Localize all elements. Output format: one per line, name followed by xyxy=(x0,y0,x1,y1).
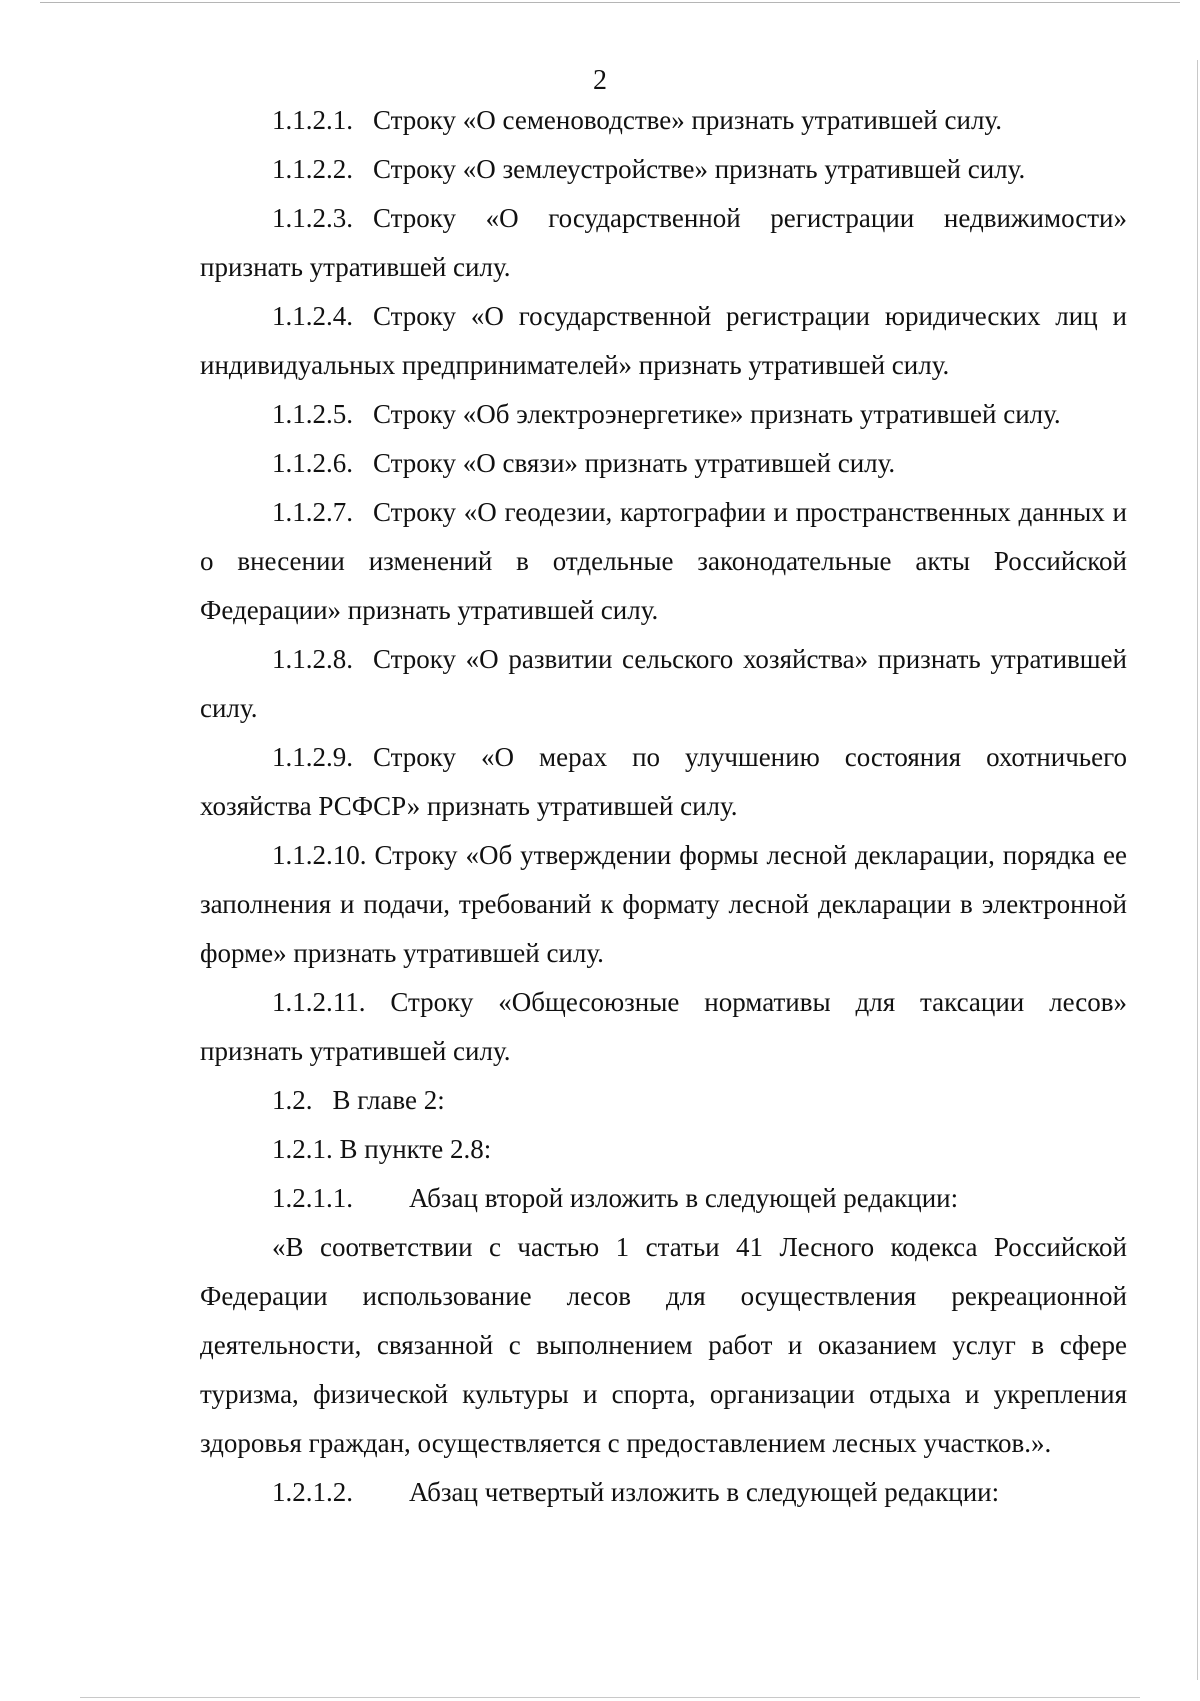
paragraph-number: 1.2. xyxy=(272,1085,313,1115)
paragraph-text: Строку «О государственной регистрации недвижимости» признать утратившей силу. xyxy=(200,203,1127,282)
paragraph-text: «В соответствии с частью 1 статьи 41 Лесного кодекса Российской Федерации использование лесов для осуществления рекреационной деятельности, связанной с выполнением работ и оказанием услуг в сфере туризма, физической культуры и спорта, организации отдыха и укрепления здоровья граждан, осуществляется с предоставлением лесных участков.». xyxy=(200,1232,1127,1458)
paragraph-text: Абзац четвертый изложить в следующей редакции: xyxy=(409,1477,1000,1507)
paragraph-number: 1.1.2.2. xyxy=(272,154,353,184)
paragraph-1-1-2-3 xyxy=(200,194,1127,292)
paragraph-text: Строку «О геодезии, картографии и пространственных данных и о внесении изменений в отдельные законодательные акты Российской Федерации» признать утратившей силу. xyxy=(200,497,1127,625)
page-number: 2 xyxy=(593,65,607,96)
paragraph-text: Абзац второй изложить в следующей редакции: xyxy=(409,1183,959,1213)
scan-edge-right xyxy=(1197,60,1198,1680)
paragraph-text: В главе 2: xyxy=(332,1085,445,1115)
paragraph-1-1-2-8 xyxy=(200,635,1127,733)
paragraph-number: 1.1.2.11. xyxy=(272,987,366,1017)
paragraph-1-1-2-9 xyxy=(200,733,1127,831)
paragraph-text: Строку «О землеустройстве» признать утратившей силу. xyxy=(373,154,1026,184)
scan-edge-bottom xyxy=(80,1697,1140,1698)
paragraph-text: В пункте 2.8: xyxy=(339,1134,492,1164)
paragraph-text: Строку «О мерах по улучшению состояния охотничьего хозяйства РСФСР» признать утратившей силу. xyxy=(200,742,1127,821)
paragraph-1-2-1-1 xyxy=(200,1174,1127,1223)
paragraph-1-1-2-1 xyxy=(200,96,1127,145)
paragraph-1-1-2-10 xyxy=(200,831,1127,978)
paragraph-number: 1.1.2.1. xyxy=(272,105,353,135)
paragraph-text: Строку «О семеноводстве» признать утратившей силу. xyxy=(373,105,1002,135)
paragraph-number: 1.2.1. xyxy=(272,1134,333,1164)
paragraph-number: 1.1.2.5. xyxy=(272,399,353,429)
paragraph-1-1-2-5 xyxy=(200,390,1127,439)
paragraph-1-2-1 xyxy=(200,1125,1127,1174)
paragraph-text: Строку «Об утверждении формы лесной декларации, порядка ее заполнения и подачи, требований к формату лесной декларации в электронной форме» признать утратившей силу. xyxy=(200,840,1128,968)
paragraph-1-1-2-11 xyxy=(200,978,1127,1076)
paragraph-1-2-1-2 xyxy=(200,1468,1127,1517)
paragraph-text: Строку «Об электроэнергетике» признать утратившей силу. xyxy=(373,399,1061,429)
paragraph-number: 1.1.2.7. xyxy=(272,497,353,527)
paragraph-text: Строку «Общесоюзные нормативы для таксации лесов» признать утратившей силу. xyxy=(200,987,1127,1066)
paragraph-number: 1.1.2.8. xyxy=(272,644,353,674)
paragraph-number: 1.2.1.2. xyxy=(272,1477,353,1507)
paragraph-1-1-2-7 xyxy=(200,488,1127,635)
paragraph-number: 1.1.2.9. xyxy=(272,742,353,772)
paragraph-quote xyxy=(200,1223,1127,1468)
paragraph-text: Строку «О государственной регистрации юридических лиц и индивидуальных предпринимателей» признать утратившей силу. xyxy=(200,301,1127,380)
paragraph-text: Строку «О связи» признать утратившей силу. xyxy=(373,448,896,478)
scan-edge-top xyxy=(40,2,1180,3)
paragraph-1-2 xyxy=(200,1076,1127,1125)
paragraph-1-1-2-4 xyxy=(200,292,1127,390)
paragraph-number: 1.1.2.10. xyxy=(272,840,367,870)
paragraph-text: Строку «О развитии сельского хозяйства» признать утратившей силу. xyxy=(200,644,1127,723)
paragraph-number: 1.1.2.4. xyxy=(272,301,353,331)
paragraph-1-1-2-2 xyxy=(200,145,1127,194)
paragraph-number: 1.1.2.6. xyxy=(272,448,353,478)
document-body xyxy=(200,96,1127,1517)
paragraph-number: 1.2.1.1. xyxy=(272,1183,353,1213)
paragraph-number: 1.1.2.3. xyxy=(272,203,353,233)
paragraph-1-1-2-6 xyxy=(200,439,1127,488)
